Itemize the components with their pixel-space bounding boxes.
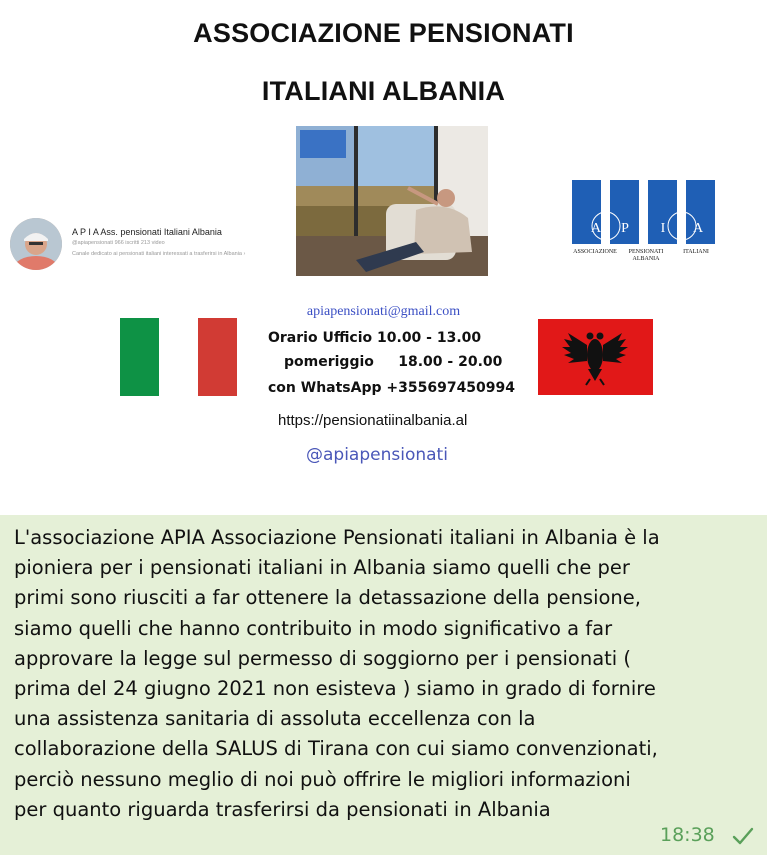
logo-subtitle-4: ITALIANI xyxy=(683,249,709,255)
logo-subtitle-1: ASSOCIAZIONE xyxy=(573,249,617,255)
apia-logo xyxy=(570,176,718,266)
message-text xyxy=(14,523,754,825)
message-line: siamo quelli che hanno contribuito in modo significativo a far xyxy=(14,616,613,640)
whatsapp-number: con WhatsApp +355697450994 xyxy=(268,380,516,396)
website-link[interactable]: https://pensionatiinalbania.al xyxy=(278,412,468,429)
check-icon xyxy=(731,824,755,848)
logo-letter: A xyxy=(692,221,704,236)
office-hours: Orario Ufficio 10.00 - 13.00 xyxy=(268,330,482,346)
message-line: prima del 24 giugno 2021 non esisteva ) siamo in grado di fornire xyxy=(14,677,656,701)
channel-name: A P I A Ass. pensionati Italiani Albania xyxy=(72,227,222,237)
youtube-channel-card xyxy=(10,218,260,272)
afternoon-hours: pomeriggio 18.00 - 20.00 xyxy=(284,354,503,370)
message-time: 18:38 xyxy=(660,824,715,846)
email-link[interactable]: apiapensionati@gmail.com xyxy=(306,304,461,319)
message-line: approvare la legge sul permesso di soggiorno per i pensionati ( xyxy=(14,646,632,670)
social-handle[interactable]: @apiapensionati xyxy=(306,445,448,465)
poster-title-line1: ASSOCIAZIONE PENSIONATI xyxy=(193,18,574,48)
message-line: primi sono riusciti a far ottenere la detassazione della pensione, xyxy=(14,586,641,610)
message-line: una assistenza sanitaria di assoluta eccellenza con la xyxy=(14,707,536,731)
message-line: pioniera per i pensionati italiani in Albania siamo quelli che per xyxy=(14,556,630,580)
channel-meta: @apiapensionati 966 iscritti 213 video xyxy=(72,240,165,246)
logo-letter: P xyxy=(621,221,629,236)
message-line: collaborazione della SALUS di Tirana con cui siamo convenzionati, xyxy=(14,737,658,761)
office-photo xyxy=(296,126,488,276)
logo-subtitle-2: PENSIONATI ALBANIA xyxy=(628,249,664,262)
logo-letter: I xyxy=(660,221,666,236)
poster-title-line2: ITALIANI ALBANIA xyxy=(261,76,506,106)
channel-description: Canale dedicato ai pensionati italiani interessati a trasferirsi in Albania › xyxy=(72,251,246,257)
italy-flag xyxy=(120,318,237,396)
albania-flag xyxy=(538,319,653,395)
logo-letter: A xyxy=(590,221,602,236)
message-line: per quanto riguarda trasferirsi da pensionati in Albania xyxy=(14,797,551,821)
avatar xyxy=(10,218,62,270)
message-line: perciò nessuno meglio di noi può offrire le migliori informazioni xyxy=(14,767,631,791)
message-line: L'associazione APIA Associazione Pensionati italiani in Albania è la xyxy=(14,526,660,549)
